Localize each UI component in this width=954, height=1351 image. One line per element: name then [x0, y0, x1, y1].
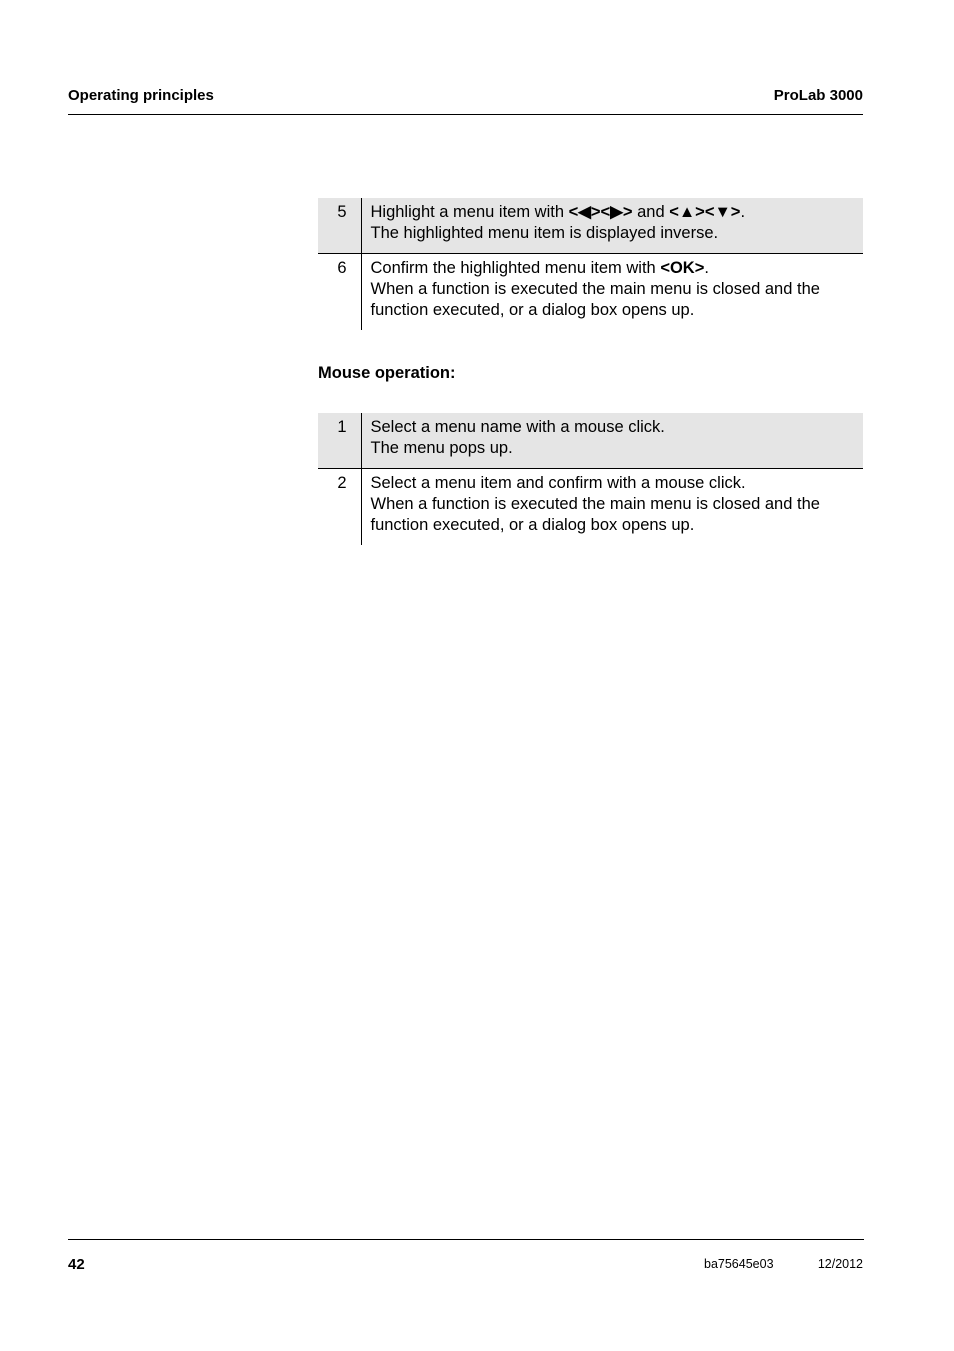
document-date: 12/2012	[817, 1257, 863, 1271]
left-right-arrow-keys: <◀><▶>	[568, 203, 633, 221]
page-header	[68, 86, 863, 115]
step-text-suffix: .	[704, 259, 709, 277]
step-number: 6	[318, 254, 361, 331]
step-row	[318, 469, 863, 546]
step-text-prefix: Highlight a menu item with	[370, 203, 569, 221]
step-row	[318, 413, 863, 469]
step-result: When a function is executed the main menu is closed and the function executed, or a dialog box opens up.	[370, 495, 820, 534]
step-instruction: Select a menu item and confirm with a mouse click.	[370, 474, 746, 492]
keyboard-steps-table	[318, 198, 863, 330]
step-result: The menu pops up.	[370, 439, 513, 457]
step-text	[361, 413, 863, 469]
step-number: 2	[318, 469, 361, 546]
ok-key: <OK>	[660, 259, 705, 277]
step-result: The highlighted menu item is displayed inverse.	[370, 224, 719, 242]
header-section-title: Operating principles	[68, 87, 214, 104]
page-number: 42	[68, 1256, 85, 1273]
step-number: 5	[318, 198, 361, 254]
header-product-name: ProLab 3000	[773, 87, 863, 104]
step-text	[361, 254, 863, 331]
document-id: ba75645e03	[704, 1257, 774, 1271]
step-row	[318, 254, 863, 331]
step-number: 1	[318, 413, 361, 469]
step-text	[361, 469, 863, 546]
step-row	[318, 198, 863, 254]
step-text-prefix: Confirm the highlighted menu item with	[370, 259, 661, 277]
mouse-steps-table	[318, 413, 863, 545]
step-text-suffix: .	[740, 203, 746, 221]
step-result: When a function is executed the main menu is closed and the function executed, or a dialog box opens up.	[370, 280, 820, 319]
up-down-arrow-keys: <▲><▼>	[669, 203, 741, 221]
step-text-mid: and	[632, 203, 670, 221]
mouse-operation-heading: Mouse operation:	[318, 364, 456, 382]
step-text	[361, 198, 863, 254]
step-instruction: Select a menu name with a mouse click.	[370, 418, 665, 436]
footer-divider	[68, 1239, 864, 1240]
